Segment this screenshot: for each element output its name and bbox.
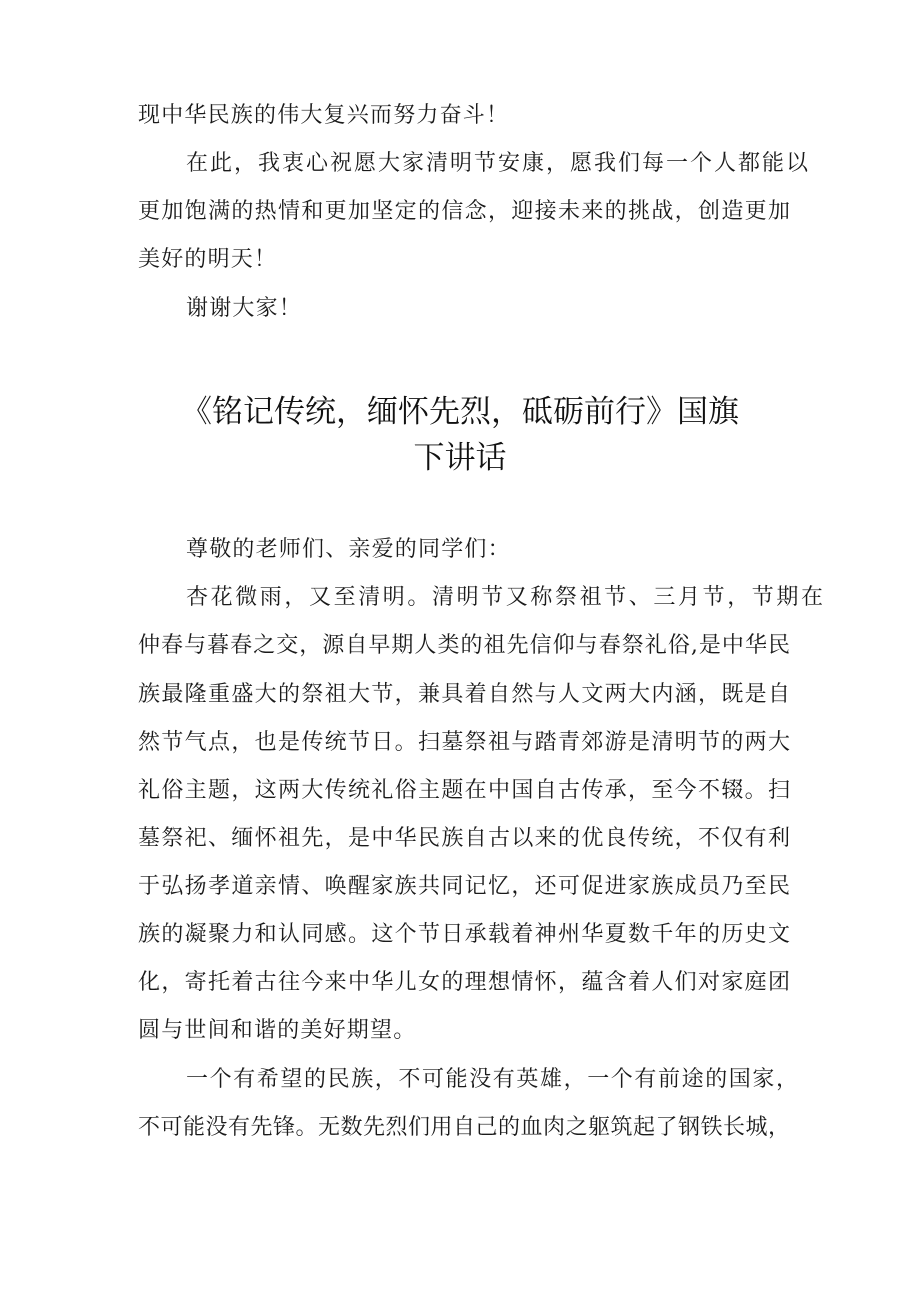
paragraph-line: 谢谢大家！ [186, 296, 303, 321]
speech-title-continued: 下讲话 [413, 440, 507, 476]
speech-title: 《铭记传统，缅怀先烈，砥砺前行》国旗 [181, 394, 739, 430]
paragraph-line: 一个有希望的民族，不可能没有英雄，一个有前途的国家， [186, 1067, 800, 1092]
paragraph-line: 族最隆重盛大的祭祖大节，兼具着自然与人文两大内涵，既是自 [138, 682, 790, 707]
paragraph-line: 圆与世间和谐的美好期望。 [138, 1018, 417, 1043]
paragraph-line: 然节气点，也是传统节日。扫墓祭祖与踏青郊游是清明节的两大 [138, 730, 790, 755]
paragraph-line: 墓祭祀、缅怀祖先，是中华民族自古以来的优良传统，不仅有利 [138, 826, 790, 851]
paragraph-line: 族的凝聚力和认同感。这个节日承载着神州华夏数千年的历史文 [138, 922, 790, 947]
salutation: 尊敬的老师们、亲爱的同学们： [186, 537, 511, 562]
paragraph-line: 杏花微雨，又至清明。清明节又称祭祖节、三月节，节期在 [186, 585, 826, 610]
paragraph-line: 更加饱满的热情和更加坚定的信念，迎接未来的挑战，创造更加 [138, 199, 790, 224]
paragraph-line: 现中华民族的伟大复兴而努力奋斗！ [138, 103, 510, 128]
paragraph-line: 化，寄托着古往今来中华儿女的理想情怀，蕴含着人们对家庭团 [138, 970, 790, 995]
paragraph-line: 美好的明天！ [138, 247, 278, 272]
paragraph-line: 仲春与暮春之交，源自早期人类的祖先信仰与春祭礼俗,是中华民 [138, 633, 790, 658]
paragraph-line: 礼俗主题，这两大传统礼俗主题在中国自古传承，至今不辍。扫 [138, 778, 790, 803]
paragraph-line: 于弘扬孝道亲情、唤醒家族共同记忆，还可促进家族成员乃至民 [138, 874, 790, 899]
paragraph-line: 不可能没有先锋。无数先烈们用自己的血肉之躯筑起了钢铁长城， [138, 1115, 790, 1140]
paragraph-line: 在此，我衷心祝愿大家清明节安康，愿我们每一个人都能以 [186, 151, 811, 176]
